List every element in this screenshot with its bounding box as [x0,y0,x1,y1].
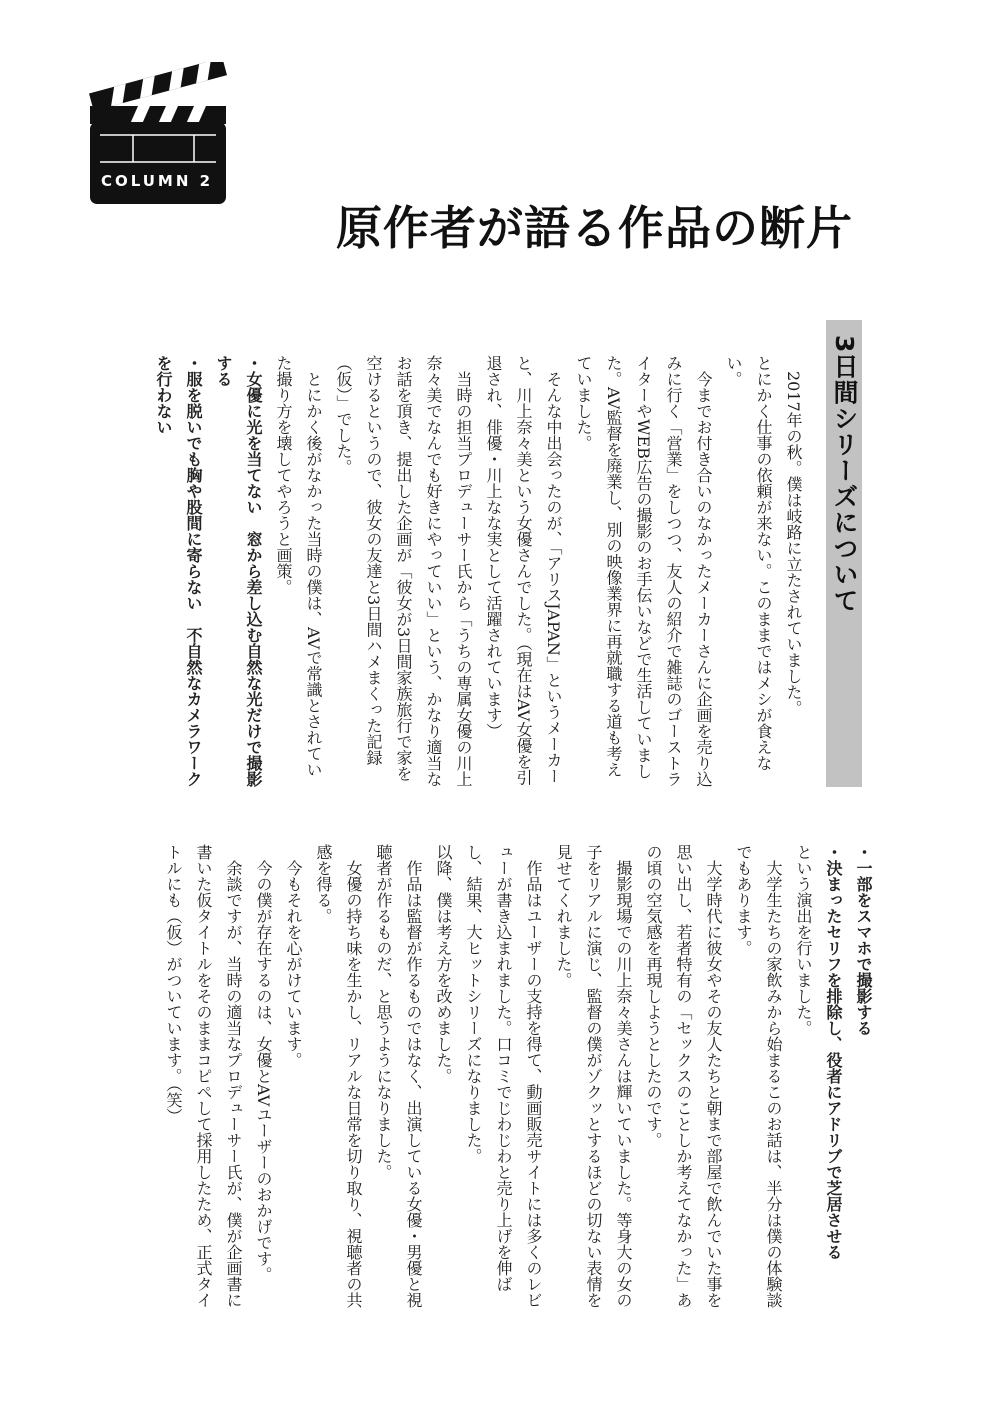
upper-text-block [88,355,808,791]
column-clapperboard-badge [88,62,228,204]
paragraph: 以降、僕は考え方を改めました。 [434,844,453,1084]
paragraph: 今までお付き合いのなかったメーカーさんに企画を売り込みに行く「営業」をしつつ、友人の紹介で雑誌のゴーストライターやWEB広告の撮影のお手伝いなどで生活していました。AV監督を廃業し、別の映像業界に再就職する道も考えていました。 [574,355,713,787]
page-title: 原作者が語る作品の断片 [336,201,853,255]
paragraph: 作品は監督が作るものではなく、出演している女優・男優と視聴者が作るものだ、と思うようになりました。 [374,844,423,1308]
paragraph: 今の僕が存在するのは、女優とAVユーザーのおかげです。 [254,860,273,1283]
paragraph: 大学時代に彼女やその友人たちと朝まで部屋で飲んでいた事を思い出し、若者特有の「セックスのことしか考えてなかった」あの頃の空気感を再現しようとしたのです。 [644,844,723,1308]
paragraph: という演出を行いました。 [794,844,813,1036]
section-heading: 3日間シリーズについて [830,335,859,614]
column-label: COLUMN 2 [100,172,214,190]
paragraph: 作品はユーザーの支持を得て、動画販売サイトには多くのレビューが書き込まれました。口コミでじわじわと売り上げを伸ばし、結果、大ヒットシリーズになりました。 [464,844,543,1308]
paragraph: 当時の担当プロデューサー氏から「うちの専属女優の川上奈々美でなんでも好きにやっていい」という、かなり適当なお話を頂き、提出した企画が「彼女が3日間家族旅行で家を空けるというので、彼女の友達と3日間ハメまくった記録（仮）」でした。 [334,355,473,787]
paragraph: とにかく後がなかった当時の僕は、AVで常識とされていた撮り方を壊してやろうと画策。 [274,355,323,778]
paragraph: 撮影現場での川上奈々美さんは輝いていました。等身大の女の子をリアルに演じ、監督の僕がゾクッとするほどの切ない表情を見せてくれました。 [554,844,633,1308]
bullet-item: ・決まったセリフを排除し、役者にアドリブで芝居させる [824,844,843,1260]
bullet-item: ・服を脱いでも胸や股間に寄らない 不自然なカメラワークを行わない [154,355,203,787]
bullet-item: ・女優に光を当てない 窓から差し込む自然な光だけで撮影する [214,355,263,787]
paragraph: そんな中出会ったのが、「アリスJAPAN」というメーカーと、川上奈々美という女優さんでした。（現在はAV女優を引退され、俳優・川上なな実として活躍されています） [484,355,563,786]
lower-text-block [88,844,878,1314]
paragraph: 今もそれを心がけています。 [284,860,303,1068]
paragraph: 女優の持ち味を生かし、リアルな日常を切り取り、視聴者の共感を得る。 [314,844,363,1308]
paragraph: 2017年の秋。僕は岐路に立たされていました。 [784,371,803,716]
bullet-item: ・一部をスマホで撮影する [854,844,873,1036]
paragraph: とにかく仕事の依頼が来ない。このままではメシが食えない。 [724,355,773,771]
paragraph: 大学生たちの家飲みから始まるこのお話は、半分は僕の体験談でもあります。 [734,844,783,1308]
paragraph: 余談ですが、当時の適当なプロデューサー氏が、僕が企画書に書いた仮タイトルをそのままコピペして採用したため、正式タイトルにも（仮）がついています。（笑） [164,844,243,1308]
